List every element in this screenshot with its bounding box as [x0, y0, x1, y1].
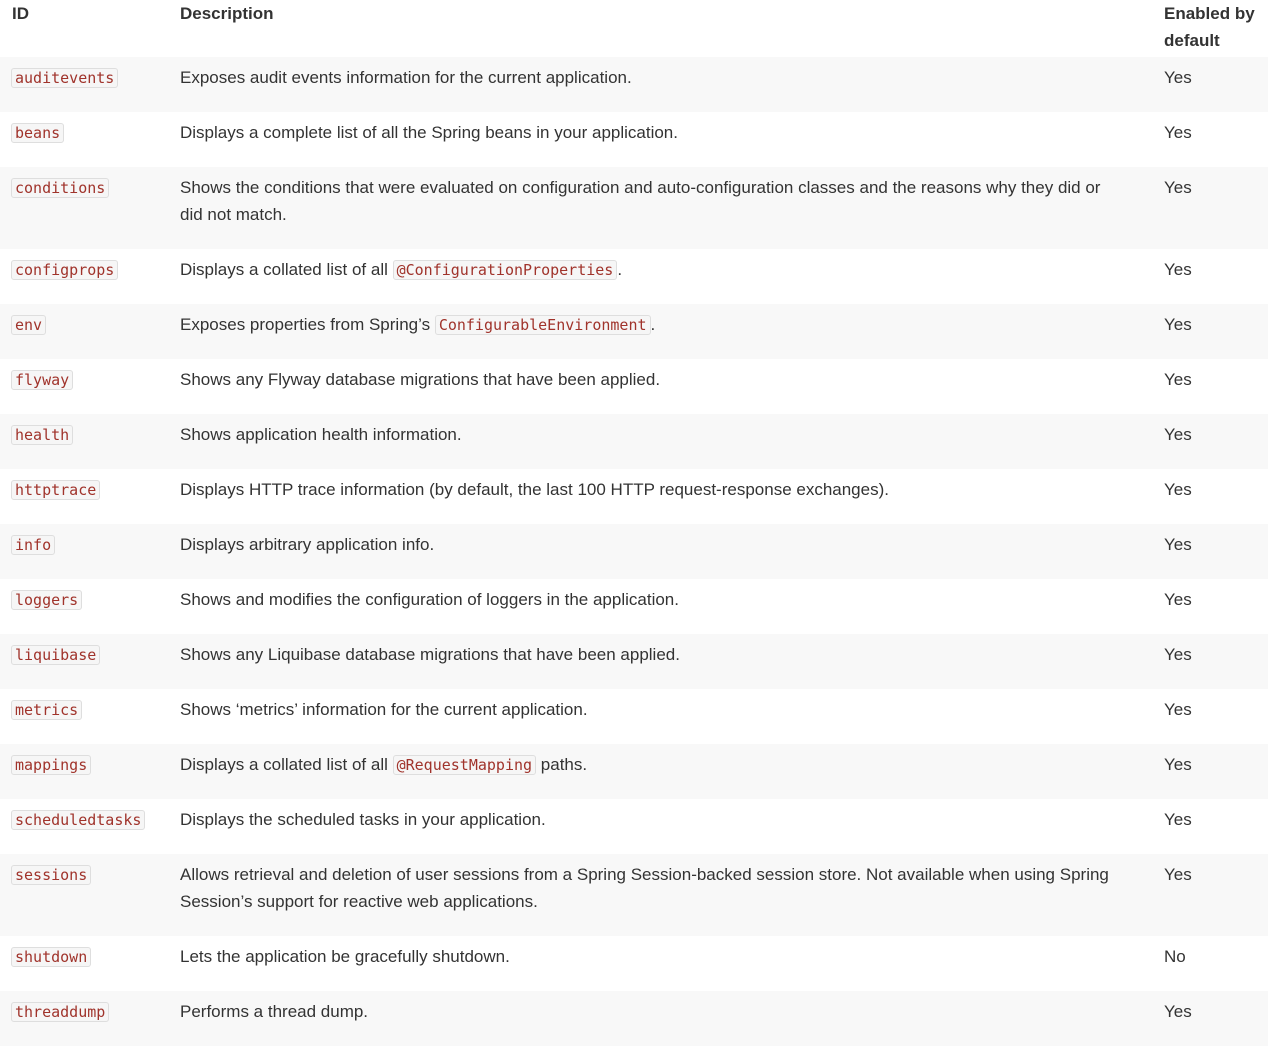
enabled-value: Yes	[1164, 425, 1192, 444]
enabled-value: Yes	[1164, 260, 1192, 279]
description-text: Shows any Liquibase database migrations that have been applied.	[180, 645, 680, 664]
table-row	[0, 304, 1268, 359]
header-enabled-by-default: Enabled by default	[1164, 4, 1255, 50]
header-row	[0, 0, 1268, 57]
description-text: Shows any Flyway database migrations that have been applied.	[180, 370, 661, 389]
header-description: Description	[180, 4, 274, 23]
enabled-value: Yes	[1164, 178, 1192, 197]
description-text-suffix: .	[650, 315, 656, 334]
table-row	[0, 579, 1268, 634]
enabled-value: Yes	[1164, 315, 1192, 334]
endpoint-id: conditions	[11, 178, 109, 198]
description-text: Displays arbitrary application info.	[180, 535, 435, 554]
endpoint-id: flyway	[11, 370, 73, 390]
endpoint-id: sessions	[11, 865, 91, 885]
table-row	[0, 689, 1268, 744]
inline-code: @ConfigurationProperties	[393, 260, 618, 280]
endpoint-id: configprops	[11, 260, 118, 280]
enabled-value: Yes	[1164, 590, 1192, 609]
description-text: Displays the scheduled tasks in your application.	[180, 810, 546, 829]
description-text: Performs a thread dump.	[180, 1002, 369, 1021]
description-text-suffix: .	[617, 260, 623, 279]
enabled-value: Yes	[1164, 810, 1192, 829]
table-row	[0, 634, 1268, 689]
enabled-value: No	[1164, 947, 1186, 966]
endpoint-id: loggers	[11, 590, 82, 610]
enabled-value: Yes	[1164, 645, 1192, 664]
endpoint-id: beans	[11, 123, 64, 143]
table-row	[0, 936, 1268, 991]
description-text: Exposes properties from Spring’s	[180, 315, 435, 334]
table-row	[0, 991, 1268, 1046]
table-row	[0, 57, 1268, 112]
description-text: Shows and modifies the configuration of loggers in the application.	[180, 590, 679, 609]
table-row	[0, 414, 1268, 469]
table-row	[0, 359, 1268, 414]
table-row	[0, 167, 1268, 249]
enabled-value: Yes	[1164, 700, 1192, 719]
endpoint-id: shutdown	[11, 947, 91, 967]
table-row	[0, 112, 1268, 167]
endpoint-id: env	[11, 315, 46, 335]
description-text: Shows the conditions that were evaluated on configuration and auto-configuration classes and the reasons why they did or did not match.	[180, 178, 1101, 224]
description-text: Displays a collated list of all	[180, 260, 393, 279]
endpoint-id: metrics	[11, 700, 82, 720]
description-text-suffix: paths.	[536, 755, 588, 774]
endpoint-id: threaddump	[11, 1002, 109, 1022]
table-row	[0, 799, 1268, 854]
description-text: Displays HTTP trace information (by default, the last 100 HTTP request-response exchanges).	[180, 480, 889, 499]
endpoint-id: mappings	[11, 755, 91, 775]
description-text: Shows ‘metrics’ information for the current application.	[180, 700, 588, 719]
endpoint-id: scheduledtasks	[11, 810, 145, 830]
endpoint-id: health	[11, 425, 73, 445]
table-row	[0, 744, 1268, 799]
table-row	[0, 469, 1268, 524]
table-row	[0, 854, 1268, 936]
endpoint-id: liquibase	[11, 645, 100, 665]
endpoint-id: auditevents	[11, 68, 118, 88]
description-text: Displays a complete list of all the Spring beans in your application.	[180, 123, 678, 142]
enabled-value: Yes	[1164, 123, 1192, 142]
endpoint-id: httptrace	[11, 480, 100, 500]
table-row	[0, 524, 1268, 579]
inline-code: @RequestMapping	[393, 755, 536, 775]
table-row	[0, 249, 1268, 304]
description-text: Lets the application be gracefully shutdown.	[180, 947, 510, 966]
description-text: Shows application health information.	[180, 425, 462, 444]
endpoint-id: info	[11, 535, 55, 555]
enabled-value: Yes	[1164, 1002, 1192, 1021]
description-text: Allows retrieval and deletion of user sessions from a Spring Session-backed session store. Not available when using Spring Session’s support for reactive web applications.	[180, 865, 1109, 911]
enabled-value: Yes	[1164, 68, 1192, 87]
enabled-value: Yes	[1164, 755, 1192, 774]
enabled-value: Yes	[1164, 865, 1192, 884]
description-text: Exposes audit events information for the current application.	[180, 68, 632, 87]
inline-code: ConfigurableEnvironment	[435, 315, 651, 335]
enabled-value: Yes	[1164, 480, 1192, 499]
enabled-value: Yes	[1164, 370, 1192, 389]
enabled-value: Yes	[1164, 535, 1192, 554]
header-id: ID	[12, 4, 29, 23]
description-text: Displays a collated list of all	[180, 755, 393, 774]
